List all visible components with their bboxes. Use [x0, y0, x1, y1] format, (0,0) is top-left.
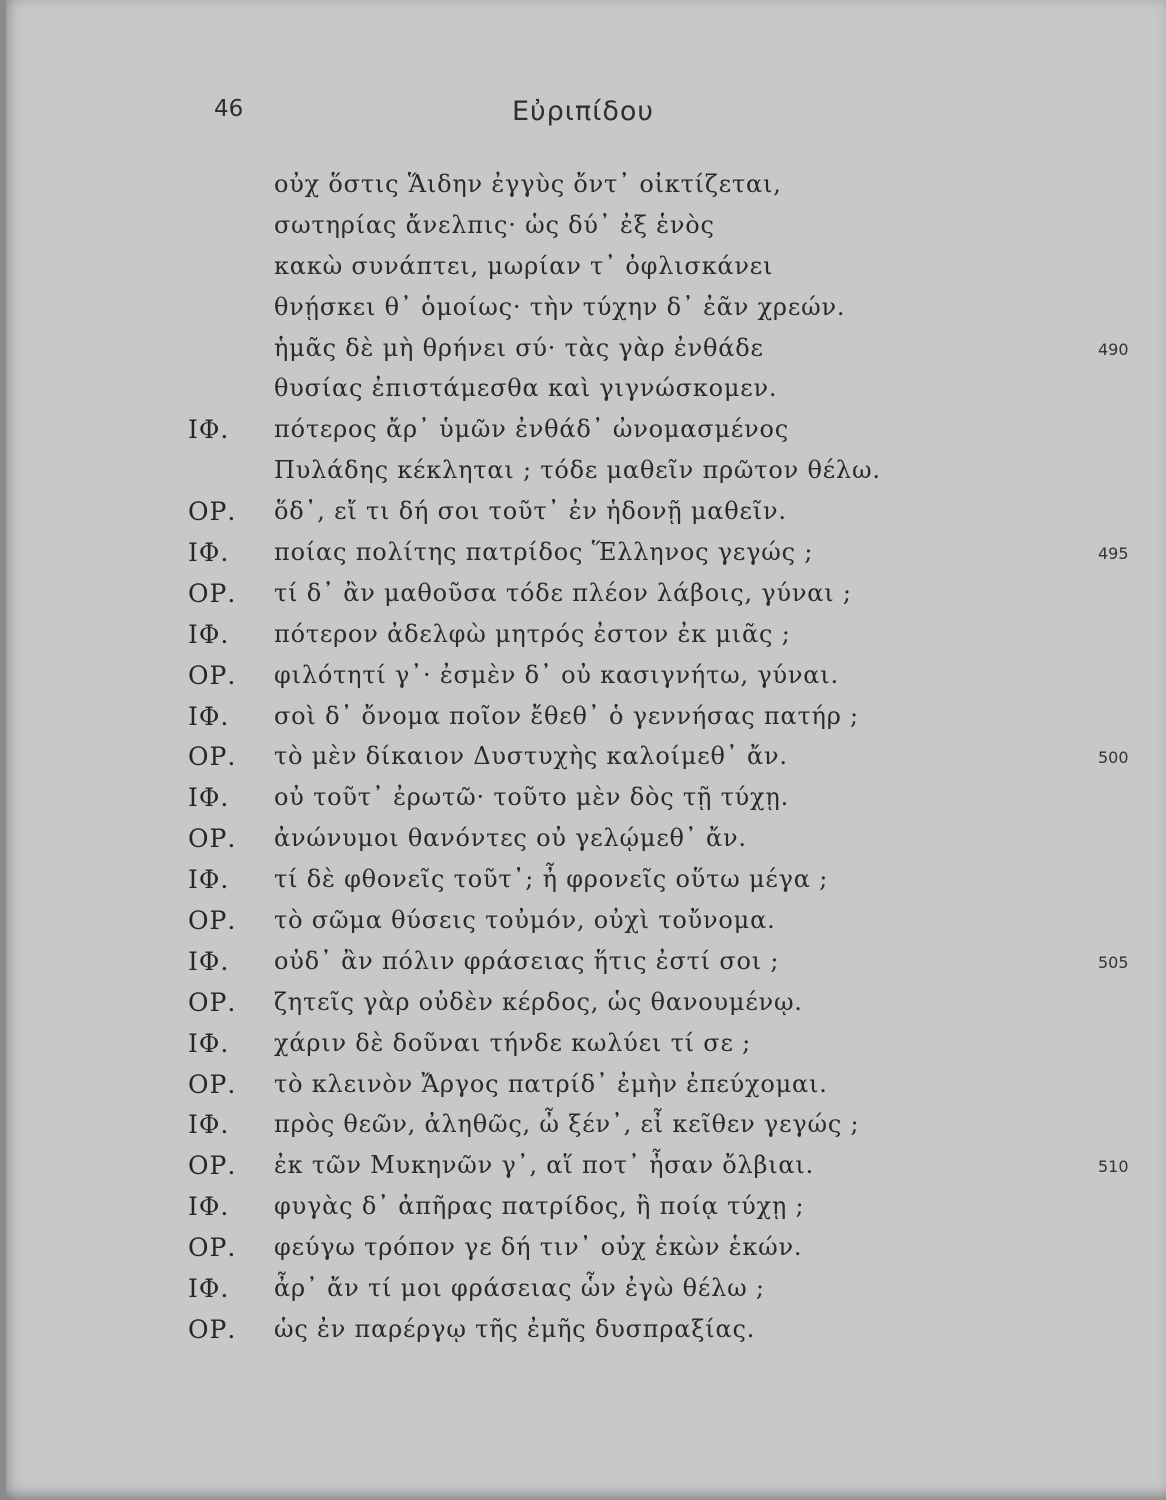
verse-text: τί δὲ φθονεῖς τοῦτ᾽; ἦ φρονεῖς οὕτω μέγα ; [274, 865, 829, 894]
verse-line [0, 166, 1166, 207]
verse-line [0, 411, 1166, 452]
speaker-label: ΙΦ. [188, 538, 230, 568]
verse-line [0, 493, 1166, 534]
verse-text: ἐκ τῶν Μυκηνῶν γ᾽, αἵ ποτ᾽ ἦσαν ὄλβιαι. [274, 1151, 815, 1180]
verse-line [0, 943, 1166, 984]
verse-line [0, 738, 1166, 779]
line-number: 510 [1098, 1157, 1129, 1177]
verse-line [0, 657, 1166, 698]
verse-text: φυγὰς δ᾽ ἀπῆρας πατρίδος, ἢ ποίᾳ τύχῃ ; [274, 1192, 805, 1221]
line-number: 500 [1098, 748, 1129, 768]
verse-text: ἆρ᾽ ἄν τί μοι φράσειας ὧν ἐγὼ θέλω ; [274, 1274, 765, 1303]
running-title: Εὐριπίδου [511, 96, 654, 127]
verse-text: θυσίας ἐπιστάμεσθα καὶ γιγνώσκομεν. [274, 374, 778, 403]
speaker-label: ΟΡ. [188, 824, 237, 854]
verse-text: σοὶ δ᾽ ὄνομα ποῖον ἔθεθ᾽ ὁ γεννήσας πατήρ ; [274, 701, 859, 730]
speaker-label: ΙΦ. [188, 701, 230, 731]
line-number: 495 [1098, 544, 1129, 564]
verse-line [0, 820, 1166, 861]
verse-text: ὡς ἐν παρέργῳ τῆς ἐμῆς δυσπραξίας. [274, 1314, 756, 1343]
verse-text: τὸ κλεινὸν Ἄργος πατρίδ᾽ ἐμὴν ἐπεύχομαι. [274, 1069, 828, 1098]
speaker-label: ΟΡ. [188, 1069, 237, 1099]
verse-line [0, 207, 1166, 248]
verse-text: ποίας πολίτης πατρίδος Ἕλληνος γεγώς ; [274, 538, 814, 567]
verse-line [0, 861, 1166, 902]
verse-text: ὅδ᾽, εἴ τι δή σοι τοῦτ᾽ ἐν ἡδονῇ μαθεῖν. [274, 497, 787, 526]
speaker-label: ΙΦ. [188, 1192, 230, 1222]
verse-line [0, 984, 1166, 1025]
verse-line [0, 330, 1166, 371]
speaker-label: ΙΦ. [188, 946, 230, 976]
verse-text: ἀνώνυμοι θανόντες οὐ γελῴμεθ᾽ ἄν. [274, 824, 747, 853]
speaker-label: ΙΦ. [188, 1028, 230, 1058]
verse-text: οὐ τοῦτ᾽ ἐρωτῶ· τοῦτο μὲν δὸς τῇ τύχῃ. [274, 783, 789, 812]
verse-text: ἡμᾶς δὲ μὴ θρήνει σύ· τὰς γὰρ ἐνθάδε [274, 333, 764, 362]
verse-text: φιλότητί γ᾽· ἐσμὲν δ᾽ οὐ κασιγνήτω, γύναι. [274, 660, 839, 689]
speaker-label: ΙΦ. [188, 783, 230, 813]
speaker-label: ΙΦ. [188, 1274, 230, 1304]
verse-line [0, 575, 1166, 616]
speaker-label: ΟΡ. [188, 987, 237, 1017]
line-number: 490 [1098, 339, 1129, 359]
verse-text: φεύγω τρόπον γε δή τιν᾽ οὐχ ἑκὼν ἑκών. [274, 1233, 803, 1262]
verse-text: θνῄσκει θ᾽ ὁμοίως· τὴν τύχην δ᾽ ἐᾶν χρεών. [274, 292, 846, 321]
verse-line [0, 1066, 1166, 1107]
verse-text: πότερον ἀδελφὼ μητρός ἐστον ἐκ μιᾶς ; [274, 619, 791, 648]
verse-line [0, 1188, 1166, 1229]
verse-line [0, 1270, 1166, 1311]
verse-text: πρὸς θεῶν, ἀληθῶς, ὦ ξέν᾽, εἶ κεῖθεν γεγώς ; [274, 1110, 860, 1139]
speaker-label: ΟΡ. [188, 578, 237, 608]
page-header [0, 96, 1166, 136]
verse-text: τὸ σῶμα θύσεις τοὐμόν, οὐχὶ τοὔνομα. [274, 906, 776, 935]
verse-line [0, 1229, 1166, 1270]
speaker-label: ΟΡ. [188, 1151, 237, 1181]
verse-text: ζητεῖς γὰρ οὐδὲν κέρδος, ὡς θανουμένῳ. [274, 987, 803, 1016]
speaker-label: ΙΦ. [188, 619, 230, 649]
verse-text: οὐδ᾽ ἂν πόλιν φράσειας ἥτις ἐστί σοι ; [274, 946, 780, 975]
verse-text: κακὼ συνάπτει, μωρίαν τ᾽ ὀφλισκάνει [274, 251, 774, 280]
speaker-label: ΟΡ. [188, 1314, 237, 1344]
speaker-label: ΙΦ. [188, 1110, 230, 1140]
verse-line [0, 452, 1166, 493]
verse-line [0, 370, 1166, 411]
verse-line [0, 698, 1166, 739]
verse-line [0, 289, 1166, 330]
verse-line [0, 1311, 1166, 1352]
verse-text: τὸ μὲν δίκαιον Δυστυχὴς καλοίμεθ᾽ ἄν. [274, 742, 788, 771]
verse-line [0, 1106, 1166, 1147]
verse-line [0, 1025, 1166, 1066]
verse-line [0, 534, 1166, 575]
speaker-label: ΟΡ. [188, 906, 237, 936]
verse-text: πότερος ἄρ᾽ ὑμῶν ἐνθάδ᾽ ὠνομασμένος [274, 415, 789, 444]
verse-text: χάριν δὲ δοῦναι τήνδε κωλύει τί σε ; [274, 1028, 752, 1057]
verse-line [0, 616, 1166, 657]
verse-text-block [0, 166, 1166, 1352]
speaker-label: ΙΦ. [188, 865, 230, 895]
verse-line [0, 1147, 1166, 1188]
speaker-label: ΟΡ. [188, 742, 237, 772]
page-number: 46 [214, 96, 244, 122]
verse-text: Πυλάδης κέκληται ; τόδε μαθεῖν πρῶτον θέλω. [274, 456, 881, 485]
speaker-label: ΟΡ. [188, 497, 237, 527]
speaker-label: ΙΦ. [188, 415, 230, 445]
verse-text: σωτηρίας ἄνελπις· ὡς δύ᾽ ἐξ ἑνὸς [274, 210, 715, 239]
verse-text: τί δ᾽ ἂν μαθοῦσα τόδε πλέον λάβοις, γύναι ; [274, 578, 852, 607]
speaker-label: ΟΡ. [188, 660, 237, 690]
verse-line [0, 779, 1166, 820]
verse-line [0, 248, 1166, 289]
verse-line [0, 902, 1166, 943]
line-number: 505 [1098, 952, 1129, 972]
verse-text: οὐχ ὅστις Ἅιδην ἐγγὺς ὄντ᾽ οἰκτίζεται, [274, 170, 782, 198]
speaker-label: ΟΡ. [188, 1233, 237, 1263]
